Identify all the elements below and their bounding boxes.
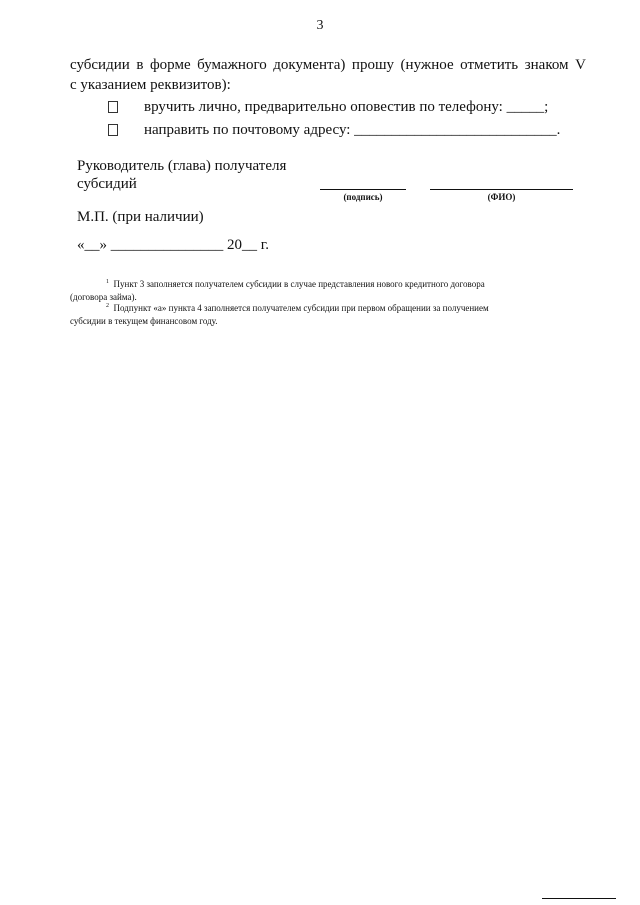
signature-line [320,189,406,190]
option-hand-delivery-label: вручить лично, предварительно оповестив по телефону: _____; [144,99,549,115]
footnote-mark: 2 [106,303,109,309]
request-text-line2: с указанием реквизитов): [70,77,231,93]
footnote-2-line2: субсидии в текущем финансовом году. [70,316,218,326]
word: (нужное [400,57,454,73]
page-number: 3 [316,18,324,33]
signatory-role-line1: Руководитель (глава) получателя [77,158,287,174]
full-name-caption: (ФИО) [487,192,516,202]
word: бумажного [197,57,267,73]
signatory-role-line2: субсидий [77,176,137,192]
footnote-text: Пункт 3 заполняется получателем субсидии в случае представления нового кредитного договора [113,279,485,289]
option-mail-delivery-label: направить по почтовому адресу: ___________________________. [144,122,561,138]
signature-caption: (подпись) [343,192,383,202]
word: форме [149,57,191,73]
option-checkbox-hand-delivery[interactable] [108,101,118,113]
word: в [136,57,144,73]
word: V [575,57,586,73]
option-checkbox-mail-delivery[interactable] [108,124,118,136]
word: знаком [524,57,569,73]
footnote-text: Подпункт «а» пункта 4 заполняется получателем субсидии при первом обращении за получением [113,303,489,313]
seal-note: М.П. (при наличии) [77,209,204,225]
word: субсидии [70,57,130,73]
footnote-1-line1 [106,278,485,290]
footnote-1-line2: (договора займа). [70,292,137,302]
word: прошу [351,57,394,73]
footnote-2-line1 [106,302,489,314]
footer-rule [542,898,616,899]
word: документа) [273,57,346,73]
word: отметить [460,57,519,73]
footnote-mark: 1 [106,279,109,285]
full-name-line [430,189,573,190]
request-text-line1 [70,57,586,74]
date-line: «__» _______________ 20__ г. [77,237,269,253]
